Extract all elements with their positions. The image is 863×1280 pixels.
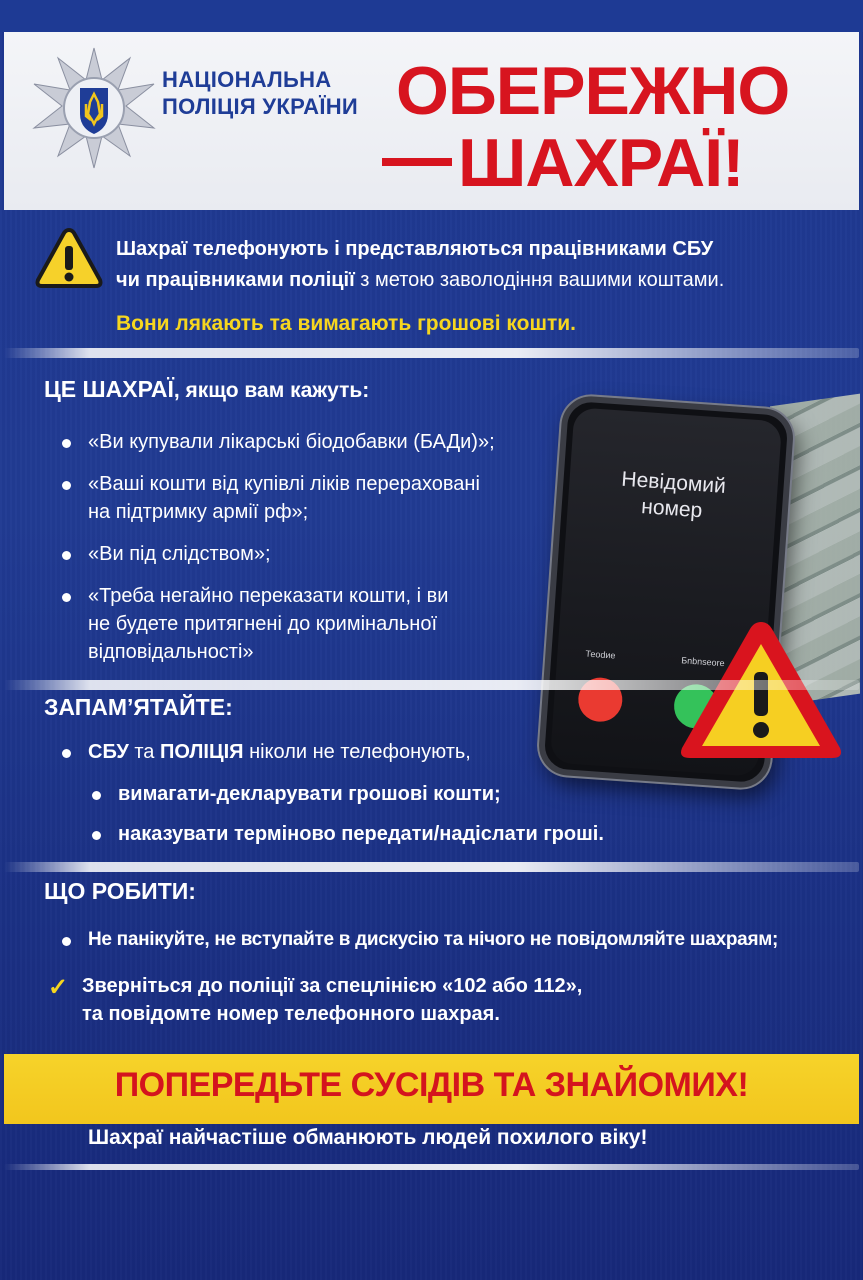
warning-banner [4, 1054, 859, 1124]
police-name [162, 66, 358, 120]
todo-item2-line2: та повідомте номер телефонного шахрая. [82, 1003, 500, 1025]
todo-list [48, 926, 779, 1028]
phone-left-label: Теоdие [585, 648, 616, 661]
scam-heading-bold: ЦЕ ШАХРАЇ [44, 376, 174, 402]
title-line2 [382, 125, 744, 201]
list-item: «Ви під слідством»; [62, 540, 495, 568]
phone-right-label: Бnbnseore [680, 655, 725, 669]
list-subitem: вимагати-декларувати грошові кошти; [62, 780, 604, 808]
list-item-checked [48, 972, 778, 1028]
phone-caller [567, 463, 778, 529]
police-label: ПОЛІЦІЯ [159, 741, 244, 763]
list-subitem: наказувати терміново передати/надіслати гроші. [62, 820, 604, 848]
title-line2-text: ШАХРАЇ! [458, 125, 744, 201]
todo-heading: ЩО РОБИТИ: [44, 878, 196, 904]
list-item-continuation: не будете притягнені до кримінальної [88, 613, 438, 635]
footer-text: Шахраї найчастіше обманюють людей похилого віку! [88, 1126, 648, 1149]
list-item: Не панікуйте, не вступайте в дискусію та нічого не повідомляйте шахраям; [62, 926, 778, 954]
divider [4, 1164, 859, 1170]
police-star-emblem-icon [30, 44, 158, 172]
scam-heading-rest: , якщо вам кажуть: [173, 379, 370, 402]
todo-item2-line1: Зверніться до поліції за спецлінією «102 або 112», [82, 975, 583, 997]
divider [4, 680, 859, 690]
intro-line2-bold: чи працівниками поліції [116, 269, 355, 291]
top-band [0, 0, 863, 32]
and-label: та [128, 741, 160, 763]
phone-caller-line2: номер [640, 495, 704, 523]
intro-line2-light: з метою заволодіння вашими коштами. [354, 269, 725, 291]
intro-text [116, 234, 724, 296]
title-dash [382, 158, 452, 166]
police-name-line2: ПОЛІЦІЯ УКРАЇНИ [162, 94, 359, 119]
title-line1: ОБЕРЕЖНО [396, 53, 790, 129]
list-item [62, 738, 604, 766]
list-item-continuation: відповідальності» [88, 641, 254, 663]
divider [4, 862, 859, 872]
intro-highlight: Вони лякають та вимагають грошові кошти. [116, 312, 576, 335]
list-item: «Ваші кошти від купівлі ліків перераховані [62, 470, 495, 498]
scam-list [62, 428, 495, 666]
sbu-label: СБУ [88, 741, 129, 763]
divider [4, 348, 859, 358]
list-item-continuation: на підтримку армії рф»; [88, 501, 309, 523]
scam-heading [44, 376, 369, 403]
banner-text: ПОПЕРЕДЬТЕ СУСІДІВ ТА ЗНАЙОМИХ! [114, 1066, 749, 1104]
list-item: «Ви купували лікарські біодобавки (БАДи)»; [62, 428, 495, 456]
intro-line1: Шахраї телефонують і представляються працівниками СБУ [116, 238, 714, 260]
remember-heading: ЗАПАМ’ЯТАЙТЕ: [44, 694, 233, 720]
phone-caller-line1: Невідомий [620, 467, 727, 498]
list-item: «Треба негайно переказати кошти, і ви [62, 582, 495, 610]
remember-list [62, 738, 604, 848]
never-call-label: ніколи не телефонують, [243, 741, 471, 763]
checkmark-icon: ✓ [48, 974, 69, 1001]
warning-triangle-icon [34, 226, 104, 290]
large-warning-triangle-icon [676, 614, 846, 766]
police-name-line1: НАЦІОНАЛЬНА [162, 67, 332, 92]
intro-line2 [116, 265, 724, 296]
